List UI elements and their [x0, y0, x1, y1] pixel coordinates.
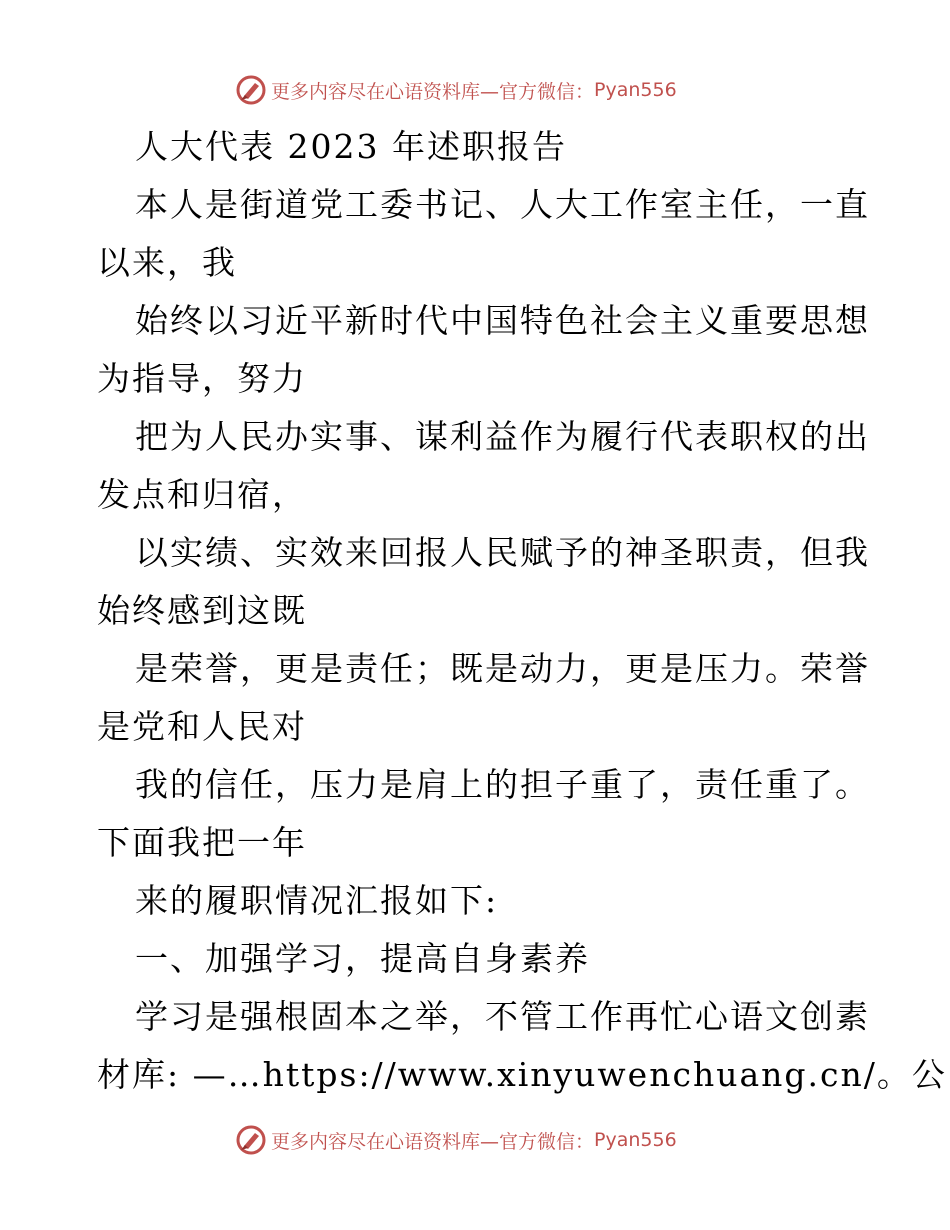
document-body — [97, 118, 947, 1104]
paragraph-line: 本人是街道党工委书记、人大工作室主任，一直 — [135, 185, 870, 224]
paragraph-line: 始终以习近平新时代中国特色社会主义重要思想 — [135, 301, 870, 340]
paragraph-line: 材库: —…https://www.xinyuwenchuang.cn/。公 — [97, 1055, 947, 1094]
paragraph-line: 学习是强根固本之举，不管工作再忙心语文创素 — [135, 997, 870, 1036]
paragraph-line: 为指导，努力 — [97, 359, 307, 398]
paragraph-line: 是荣誉，更是责任；既是动力，更是压力。荣誉 — [135, 649, 870, 688]
paragraph-line: 以来，我 — [97, 243, 237, 282]
paragraph-line: 以实绩、实效来回报人民赋予的神圣职责，但我 — [135, 533, 870, 572]
paragraph-line: 始终感到这既 — [97, 591, 307, 630]
footer-banner-text: 更多内容尽在心语资料库—官方微信： — [271, 1130, 595, 1153]
header-wechat-id: Pyan556 — [594, 79, 677, 101]
section-heading: 一、加强学习，提高自身素养 — [135, 939, 590, 978]
paragraph-line: 来的履职情况汇报如下: — [135, 881, 499, 920]
footer-watermark-banner — [235, 1122, 677, 1158]
document-title: 人大代表 2023 年述职报告 — [135, 127, 567, 166]
paragraph-line: 我的信任，压力是肩上的担子重了，责任重了。 — [135, 765, 870, 804]
paragraph-line: 下面我把一年 — [97, 823, 307, 862]
brush-logo-icon — [235, 74, 267, 106]
paragraph-line: 是党和人民对 — [97, 707, 307, 746]
footer-wechat-id: Pyan556 — [594, 1129, 677, 1151]
header-banner-text: 更多内容尽在心语资料库—官方微信： — [271, 80, 595, 103]
header-watermark-banner — [235, 72, 677, 108]
brush-logo-icon — [235, 1124, 267, 1156]
paragraph-line: 把为人民办实事、谋利益作为履行代表职权的出 — [135, 417, 870, 456]
paragraph-line: 发点和归宿， — [97, 475, 307, 514]
